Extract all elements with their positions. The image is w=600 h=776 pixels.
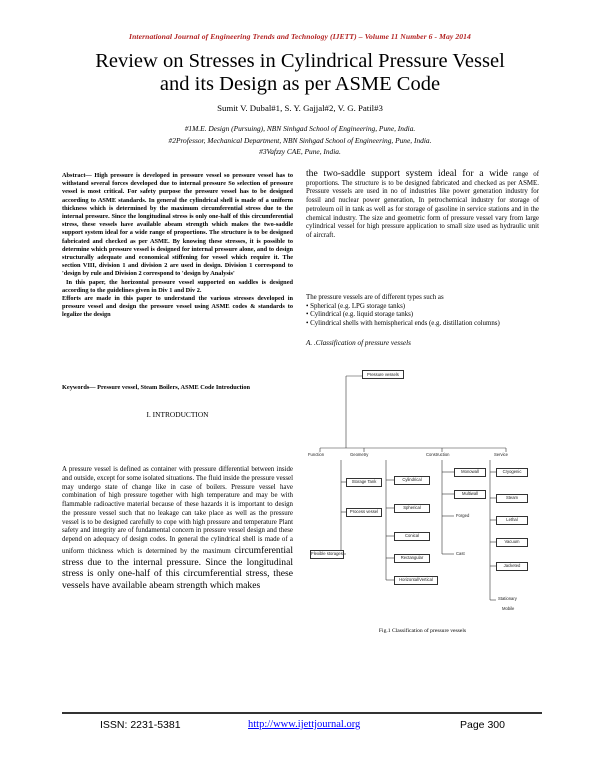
subsection-heading: A. .Classification of pressure vessels — [306, 339, 411, 347]
other-item: Flexible storages — [310, 550, 344, 559]
type-item: • Spherical (e.g. LPG storage tanks) — [306, 302, 406, 310]
affiliation-3: #3Vafzzy CAE, Pune, India. — [259, 147, 341, 156]
service-item: Vacuum — [496, 538, 528, 547]
introduction-text — [62, 466, 293, 592]
construction-item: Cast — [456, 551, 465, 556]
abstract-p3: Efforts are made in this paper to understand the various stresses developed in pressure vessel and design the pressure vessel using ASME codes & standards to legalize the design — [62, 295, 293, 319]
right-lead-large: the two-saddle support system ideal for a wide — [306, 168, 508, 179]
figure-caption: Fig.1 Classification of pressure vessels — [378, 628, 467, 634]
affiliation-2: #2Professor, Mechanical Department, NBN Sinhgad School of Engineering, Pune, India. — [168, 136, 432, 145]
vessel-types — [306, 294, 539, 328]
category-service: Service — [494, 452, 508, 457]
authors: Sumit V. Dubal#1, S. Y. Gajjal#2, V. G. Patil#3 — [217, 103, 383, 113]
function-item: Storage Tank — [346, 478, 382, 487]
category-function: Function — [308, 452, 325, 457]
abstract-p2: In this paper, the horizontal pressure vessel supported on saddles is designed according to the guidelines given in Div 1 and Div 2. — [62, 278, 293, 294]
construction-item: Monowall — [454, 468, 486, 477]
page-number: Page 300 — [460, 719, 505, 731]
title-line-1: Review on Stresses in Cylindrical Pressure Vessel — [95, 50, 505, 72]
category-geometry: Geometry — [350, 452, 369, 457]
geometry-item: Spherical — [394, 504, 430, 513]
construction-item: Forged — [456, 513, 470, 518]
geometry-item: Conical — [394, 532, 430, 541]
geometry-item: Rectangular — [394, 554, 430, 563]
service-item: Lethal — [496, 516, 528, 525]
paper-title — [40, 50, 560, 96]
right-column-text — [306, 170, 539, 241]
type-item: • Cylindrical shells with hemispherical ends (e.g. distillation columns) — [306, 319, 500, 327]
function-item: Process vessel — [346, 508, 382, 517]
construction-item: Multiwall — [454, 490, 486, 499]
service-item: Cryogenic — [496, 468, 528, 477]
keywords: Keywords— Pressure vessel, Steam Boilers, ASME Code Introduction — [62, 384, 251, 391]
footer-divider — [62, 712, 542, 714]
service-item: Steam — [496, 494, 528, 503]
intro-text-small: A pressure vessel is defined as container with pressure differential between inside and outside, except for some isolated situations. The fluid inside the pressure vessel may undergo state of change like in case of boilers. Pressure vessel have combination of high pressure together with high temperature and may be with flammable radioactive material because of these hazards it is important to design the pressure vessel such that no leakage can take place as well as the pressure vessel is to be designed carefully to cope with high pressure and temperature Plant safety and integrity are of fundamental concern in pressure vessel design and these depend on adequacy of design codes. In general the cylindrical shell is made of a uniform thickness which is determined by the maximum — [62, 466, 293, 555]
other-item: Mobile — [502, 606, 515, 611]
abstract-p1: Abstract— High pressure is developed in pressure vessel so pressure vessel has to withstand several forces developed due to internal pressure So selection of pressure vessel is most critical. For safety purpose the pressure vessel has to be designed according to ASME standards. In general the cylindrical shell is made of a uniform thickness which is determined by the maximum circumferential stress due to the internal pressure. Since the longitudinal stress is only one-half of this circumferential stress, these vessels have available abeam strength which makes the two-saddle support system ideal for a wide range of proportions. The structure is to be designed fabricated and checked as per ASME. By knowing these stresses, it is possible to determine which pressure vessel is designed for internal pressure alone, and to design structurally adequate and economical stiffening for vessel which require it. The section VIII, division 1 and division 2 are used in design. Division 1 correspond to 'design by rule and Division 2 correspond to 'design by Analysis' — [62, 172, 293, 278]
category-construction: Construction — [426, 452, 450, 457]
abstract — [62, 172, 293, 320]
service-item: Jacketed — [496, 562, 528, 571]
diagram-root: Pressure vessels — [362, 370, 404, 379]
type-item: • Cylindrical (e.g. liquid storage tanks) — [306, 311, 414, 319]
intro-text-large: circumferential stress due to the internal pressure. Since the longitudinal stress is only one-half of this circumferential stress, these vessels have available abeam strength which makes — [62, 544, 293, 591]
journal-url-link[interactable]: http://www.ijettjournal.org — [248, 719, 361, 730]
classification-diagram — [306, 368, 546, 624]
section-heading-introduction: I. INTRODUCTION — [146, 410, 209, 419]
types-intro: The pressure vessels are of different types such as — [306, 294, 444, 301]
other-item: Stationary — [498, 596, 517, 601]
right-text: range of proportions. The structure is to be designed fabricated and checked as per ASME. Pressure vessels are used in no of industries like power generation industry for fossil and nuclear power generation, In petrochemical industry for storage of petroleum oil in tank as well as for storage of gasoline in service stations and in the chemical industry. The size and geometric form of pressure vessel vary from large cylindrical vessel for high pressure application to small size used as hydraulic unit of aircraft. — [306, 171, 539, 239]
affiliation-1: #1M.E. Design (Pursuing), NBN Sinhgad School of Engineering, Pune, India. — [184, 124, 416, 133]
journal-header: International Journal of Engineering Trends and Technology (IJETT) – Volume 11 Number 6 - May 2014 — [129, 32, 471, 41]
geometry-item: Cylindrical — [394, 476, 430, 485]
title-line-2: and its Design as per ASME Code — [159, 73, 441, 95]
issn: ISSN: 2231-5381 — [100, 719, 181, 731]
geometry-item: Horizontal/Vertical — [394, 576, 438, 585]
